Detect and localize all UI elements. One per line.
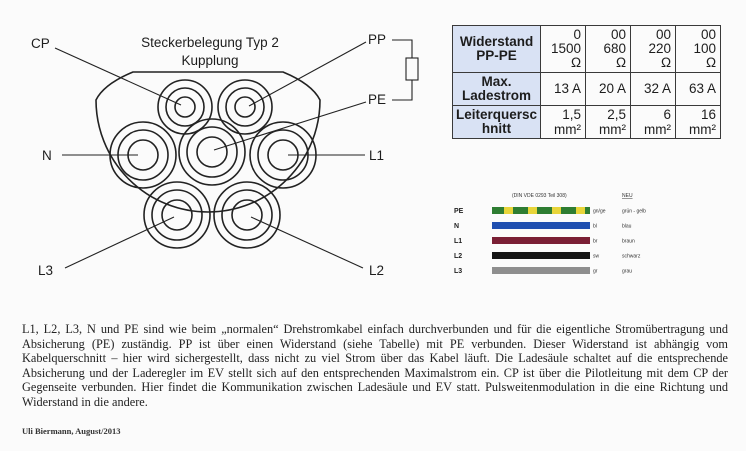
- label-n: N: [42, 148, 52, 163]
- row-header-max-current: Max. Ladestrom: [453, 72, 541, 105]
- legend-heading-new: NEU: [622, 193, 633, 199]
- table-cell: 0 1500 Ω: [541, 26, 586, 73]
- wire-code: sw: [593, 253, 600, 260]
- table-row-cross-section: [453, 105, 721, 138]
- legend-heading-din: (DIN VDE 0293 Teil 308): [512, 193, 567, 199]
- table-cell: 00 680 Ω: [586, 26, 631, 73]
- pp-pe-resistor: [406, 58, 418, 80]
- wire-code: gn/ge: [593, 208, 606, 215]
- leader-l2: [251, 217, 363, 268]
- label-pp: PP: [368, 32, 387, 47]
- pp-pe-link-wire-lower: [392, 80, 412, 100]
- pin-cp: [158, 80, 212, 134]
- wire-label: L3: [454, 268, 463, 275]
- wire-label: L1: [454, 238, 463, 245]
- wire-color-bar: [492, 252, 590, 259]
- wire-code: bl: [593, 223, 597, 230]
- wire-color-bar: [492, 237, 590, 244]
- leader-cp: [55, 48, 181, 105]
- table-cell: 1,5 mm²: [541, 105, 586, 138]
- wire-code: gr: [593, 268, 598, 275]
- pin-l3: [144, 182, 210, 248]
- wire-code: br: [593, 238, 598, 245]
- leader-pp: [249, 42, 366, 106]
- label-l2: L2: [369, 263, 385, 278]
- row-header-cross-section: Leiterquersc hnitt: [453, 105, 541, 138]
- wire-color-bar: [492, 222, 590, 229]
- title-line-2: Kupplung: [181, 53, 239, 68]
- table-row-max-current: [453, 72, 721, 105]
- table-cell: 20 A: [586, 72, 631, 105]
- wire-stripe: [504, 207, 513, 214]
- row-header-resistance: Widerstand PP-PE: [453, 26, 541, 73]
- wire-label: PE: [454, 208, 464, 215]
- table-cell: 00 100 Ω: [676, 26, 721, 73]
- table-cell: 32 A: [631, 72, 676, 105]
- label-pe: PE: [368, 92, 387, 107]
- wire-label: L2: [454, 253, 463, 260]
- author-credit: Uli Biermann, August/2013: [22, 426, 121, 436]
- pp-pe-link-wire: [392, 40, 412, 58]
- wire-rows: [454, 207, 646, 275]
- wire-color-name: grün - gelb: [622, 208, 646, 215]
- pin-l2: [214, 182, 280, 248]
- description-text: L1, L2, L3, N und PE sind wie beim „normalen“ Drehstromkabel einfach durchverbunden und für die eigentliche Stromübertragung und Absicherung (PE) zuständig. PP ist über einen Widerstand (siehe Tabelle) mit PE verbunden. Dieser Widerstand ist abhängig vom Kabelquerschnitt – hier wird sichergestellt, dass nicht zu viel Strom über das Kabel läuft. Die Ladesäule schaltet auf die entsprechende Absicherung und der Laderegler im EV stellt sich auf den entsprechenden Maximalstrom ein. CP ist über die Pilotleitung mit dem CP der Gegenseite verbunden. Hier findet die Kommunikation zwischen Ladesäule und EV statt. Pulsweitenmodulation in die eine Richtung und Widerstand in die andere.: [22, 322, 728, 409]
- table-cell: 16 mm²: [676, 105, 721, 138]
- label-l1: L1: [369, 148, 385, 163]
- wire-color-name: grau: [622, 268, 633, 275]
- label-l3: L3: [38, 263, 54, 278]
- pin-pp: [218, 80, 272, 134]
- wire-stripe: [528, 207, 537, 214]
- wire-color-name: schwarz: [622, 253, 641, 260]
- table-cell: 00 220 Ω: [631, 26, 676, 73]
- label-cp: CP: [31, 36, 50, 51]
- wire-color-bar: [492, 267, 590, 274]
- table-row-resistance: [453, 26, 721, 73]
- wire-color-legend: [452, 188, 692, 293]
- table-cell: 13 A: [541, 72, 586, 105]
- title-line-1: Steckerbelegung Typ 2: [141, 35, 279, 50]
- connector-diagram: [0, 0, 450, 300]
- wire-stripe: [576, 207, 585, 214]
- leader-pe: [214, 102, 366, 150]
- wire-color-name: braun: [622, 238, 635, 245]
- table-cell: 2,5 mm²: [586, 105, 631, 138]
- table-cell: 63 A: [676, 72, 721, 105]
- wire-label: N: [454, 223, 460, 230]
- wire-color-name: blau: [622, 223, 632, 230]
- table-cell: 6 mm²: [631, 105, 676, 138]
- pp-resistance-table: [452, 25, 721, 139]
- wire-stripe: [552, 207, 561, 214]
- pin-pe: [179, 119, 245, 185]
